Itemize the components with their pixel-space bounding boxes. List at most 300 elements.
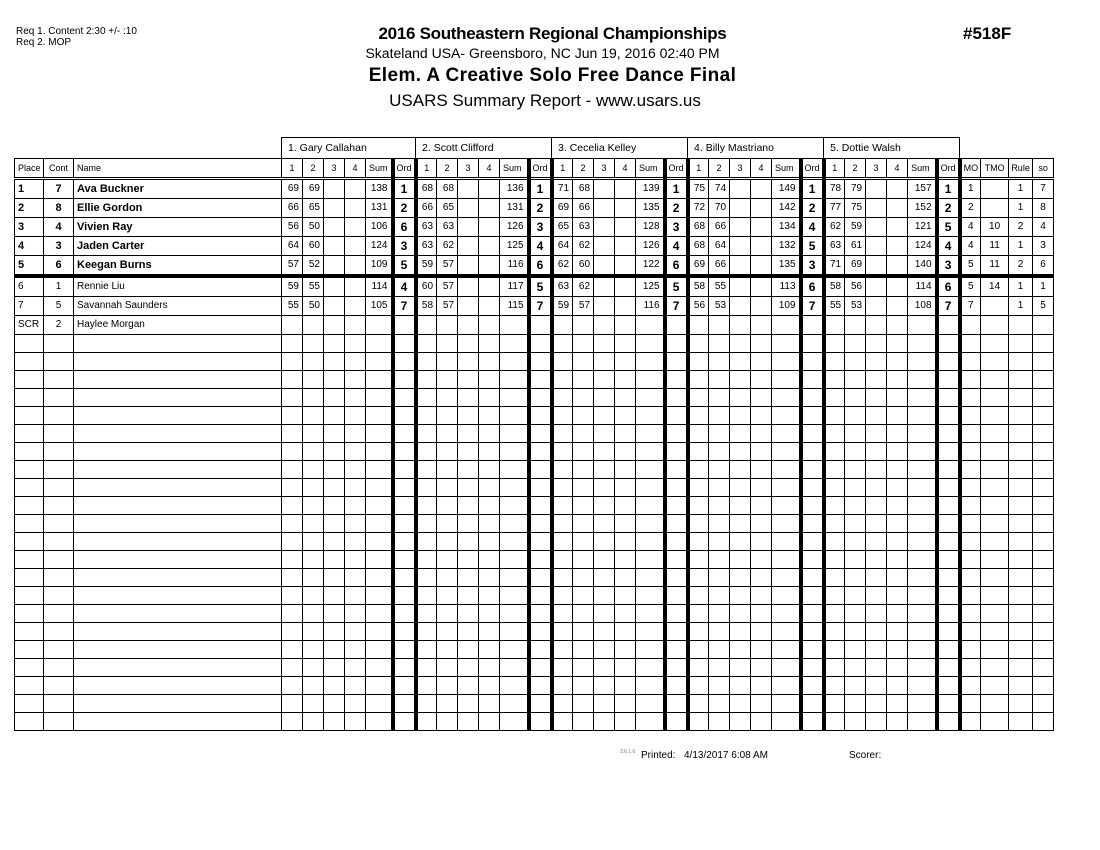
spacer [960,138,1054,159]
judge-score-cell [887,218,908,237]
empty-cell [366,353,393,371]
empty-cell [303,605,324,623]
empty-cell [393,677,416,695]
cont-cell: 4 [44,218,74,237]
empty-cell [730,713,751,731]
empty-cell [665,605,688,623]
empty-cell [594,515,615,533]
empty-cell [688,515,709,533]
empty-cell [751,533,772,551]
empty-cell [479,659,500,677]
empty-cell [887,407,908,425]
empty-row [15,515,1054,533]
empty-cell [479,335,500,353]
empty-cell [772,587,801,605]
empty-cell [74,623,282,641]
table-row [15,237,1054,256]
empty-cell [44,695,74,713]
so-cell: 7 [1033,179,1054,199]
place-header: Place [15,159,44,179]
judge-score-cell: 68 [437,179,458,199]
tmo-cell: 11 [981,237,1009,256]
empty-cell [1009,677,1033,695]
empty-cell [479,353,500,371]
place-cell: SCR [15,316,44,335]
judge-score-cell: 79 [845,179,866,199]
empty-cell [636,407,665,425]
table-row [15,179,1054,199]
requirement-2: Req 2. MOP [16,37,72,48]
empty-cell [688,425,709,443]
empty-cell [324,641,345,659]
empty-cell [751,515,772,533]
empty-cell [636,443,665,461]
empty-cell [1033,389,1054,407]
judge-4-col-header: 2 [709,159,730,179]
empty-cell [688,605,709,623]
empty-cell [324,389,345,407]
empty-cell [665,443,688,461]
judge-score-cell [324,237,345,256]
empty-cell [393,623,416,641]
judge-2-col-header: Ord [529,159,552,179]
cont-cell: 3 [44,237,74,256]
version-label: 3.6.1.6 [620,749,636,755]
empty-cell [437,515,458,533]
judge-score-cell: 60 [303,237,324,256]
empty-cell [324,479,345,497]
judge-score-cell: 106 [366,218,393,237]
empty-cell [44,515,74,533]
empty-cell [437,461,458,479]
empty-cell [282,497,303,515]
empty-cell [772,551,801,569]
judge-score-cell: 142 [772,199,801,218]
judge-score-cell: 59 [552,297,573,316]
empty-cell [824,641,845,659]
empty-cell [730,443,751,461]
empty-cell [981,515,1009,533]
empty-cell [981,677,1009,695]
empty-cell [688,389,709,407]
judge-score-cell [479,179,500,199]
empty-cell [15,569,44,587]
empty-cell [730,353,751,371]
judge-score-cell: 65 [552,218,573,237]
empty-cell [1009,659,1033,677]
empty-row [15,353,1054,371]
empty-cell [345,515,366,533]
empty-row [15,425,1054,443]
empty-cell [44,461,74,479]
empty-cell [393,515,416,533]
empty-cell [303,515,324,533]
judge-score-cell [751,199,772,218]
empty-cell [437,443,458,461]
empty-cell [74,587,282,605]
empty-cell [393,551,416,569]
empty-cell [282,425,303,443]
empty-cell [730,479,751,497]
empty-cell [908,425,937,443]
empty-cell [324,677,345,695]
judge-4-col-header: Ord [801,159,824,179]
empty-cell [458,389,479,407]
empty-cell [44,713,74,731]
empty-cell [416,515,437,533]
empty-cell [15,461,44,479]
empty-cell [479,389,500,407]
empty-cell [500,713,529,731]
empty-cell [345,335,366,353]
judge-score-cell [324,199,345,218]
empty-cell [824,569,845,587]
empty-row [15,695,1054,713]
empty-cell [1009,587,1033,605]
empty-cell [824,497,845,515]
empty-cell [751,407,772,425]
empty-cell [437,623,458,641]
empty-cell [44,389,74,407]
empty-cell [688,479,709,497]
judge-ordinal-cell: 4 [529,237,552,256]
empty-cell [282,353,303,371]
empty-cell [981,695,1009,713]
empty-cell [594,533,615,551]
judge-3-name: 3. Cecelia Kelley [552,138,688,159]
empty-cell [1033,695,1054,713]
empty-cell [594,623,615,641]
empty-cell [615,371,636,389]
empty-cell [709,533,730,551]
empty-row [15,461,1054,479]
judge-2-col-header: 2 [437,159,458,179]
empty-cell [824,533,845,551]
judge-score-cell: 63 [416,237,437,256]
empty-cell [636,623,665,641]
empty-cell [845,623,866,641]
empty-cell [824,623,845,641]
printed-value: 4/13/2017 6:08 AM [684,750,768,761]
empty-cell [801,371,824,389]
empty-row [15,587,1054,605]
empty-cell [937,371,960,389]
empty-cell [937,335,960,353]
empty-cell [366,461,393,479]
empty-cell [845,353,866,371]
judge-score-cell [866,237,887,256]
tmo-cell: 10 [981,218,1009,237]
empty-cell [15,353,44,371]
judge-ordinal-cell: 5 [529,276,552,297]
judge-score-cell: 138 [366,179,393,199]
judge-score-cell: 71 [824,256,845,277]
empty-cell [573,335,594,353]
empty-cell [44,677,74,695]
judge-2-name: 2. Scott Clifford [416,138,552,159]
empty-cell [416,605,437,623]
table-row [15,199,1054,218]
empty-cell [282,515,303,533]
empty-cell [730,533,751,551]
judge-score-cell [751,297,772,316]
empty-cell [416,713,437,731]
judge-score-cell [324,256,345,277]
empty-cell [688,371,709,389]
empty-cell [282,461,303,479]
empty-cell [416,659,437,677]
empty-cell [688,641,709,659]
empty-cell [1033,443,1054,461]
judge-score-cell: 56 [688,297,709,316]
empty-cell [866,461,887,479]
empty-cell [908,551,937,569]
empty-cell [393,605,416,623]
judge-score-cell: 53 [709,297,730,316]
empty-cell [730,425,751,443]
empty-cell [1033,569,1054,587]
empty-cell [981,425,1009,443]
empty-cell [15,389,44,407]
judge-score-cell: 60 [573,256,594,277]
judge-score-cell [594,316,615,335]
so-cell: 8 [1033,199,1054,218]
empty-cell [751,569,772,587]
rule-cell: 1 [1009,297,1033,316]
judge-score-cell [345,179,366,199]
judge-score-cell [594,179,615,199]
place-cell: 5 [15,256,44,277]
empty-cell [282,407,303,425]
empty-cell [845,425,866,443]
empty-cell [866,389,887,407]
empty-cell [416,569,437,587]
empty-cell [937,695,960,713]
rule-cell: 1 [1009,237,1033,256]
empty-cell [845,461,866,479]
empty-cell [479,533,500,551]
empty-cell [573,443,594,461]
empty-cell [44,551,74,569]
empty-cell [981,713,1009,731]
empty-cell [665,623,688,641]
judge-score-cell: 50 [303,297,324,316]
empty-cell [960,443,981,461]
empty-cell [393,389,416,407]
judge-score-cell [615,316,636,335]
empty-cell [636,659,665,677]
empty-cell [529,695,552,713]
rule-header: Rule [1009,159,1033,179]
empty-cell [688,677,709,695]
empty-cell [15,641,44,659]
empty-cell [416,695,437,713]
empty-cell [345,533,366,551]
empty-cell [908,443,937,461]
empty-cell [665,461,688,479]
empty-cell [636,569,665,587]
empty-cell [636,389,665,407]
empty-cell [393,335,416,353]
judge-score-cell [345,276,366,297]
empty-cell [74,641,282,659]
empty-cell [665,515,688,533]
judge-score-cell [730,276,751,297]
empty-cell [937,623,960,641]
empty-cell [730,677,751,695]
empty-cell [824,587,845,605]
empty-cell [665,659,688,677]
empty-cell [636,335,665,353]
empty-cell [44,425,74,443]
judge-ordinal-cell: 3 [665,218,688,237]
judge-score-cell: 135 [772,256,801,277]
tmo-cell [981,179,1009,199]
empty-cell [458,695,479,713]
empty-cell [74,515,282,533]
empty-cell [366,425,393,443]
empty-cell [1009,353,1033,371]
empty-cell [908,497,937,515]
empty-cell [824,659,845,677]
empty-cell [772,407,801,425]
empty-cell [573,713,594,731]
empty-cell [303,551,324,569]
empty-cell [665,677,688,695]
empty-cell [479,551,500,569]
judge-ordinal-cell: 1 [937,179,960,199]
empty-cell [751,425,772,443]
empty-cell [730,335,751,353]
judge-score-cell: 125 [500,237,529,256]
empty-cell [437,407,458,425]
empty-cell [960,677,981,695]
empty-cell [416,443,437,461]
empty-cell [801,605,824,623]
judge-score-cell: 126 [636,237,665,256]
empty-cell [824,425,845,443]
empty-cell [688,551,709,569]
empty-cell [688,695,709,713]
empty-cell [15,677,44,695]
judge-score-cell: 131 [366,199,393,218]
empty-cell [937,443,960,461]
empty-cell [573,623,594,641]
empty-cell [416,677,437,695]
judge-ordinal-cell: 5 [393,256,416,277]
empty-cell [845,515,866,533]
judge-score-cell: 68 [688,218,709,237]
empty-row [15,479,1054,497]
place-cell: 2 [15,199,44,218]
judge-score-cell: 114 [366,276,393,297]
empty-cell [573,425,594,443]
tmo-header: TMO [981,159,1009,179]
judge-score-cell: 109 [772,297,801,316]
judge-score-cell [594,276,615,297]
judge-score-cell: 55 [709,276,730,297]
empty-cell [458,569,479,587]
empty-cell [15,713,44,731]
empty-cell [552,497,573,515]
empty-cell [665,569,688,587]
empty-cell [1033,659,1054,677]
empty-cell [772,461,801,479]
empty-cell [730,605,751,623]
empty-cell [303,371,324,389]
empty-cell [303,695,324,713]
empty-cell [665,713,688,731]
empty-row [15,335,1054,353]
judge-1-col-header: Ord [393,159,416,179]
empty-cell [751,659,772,677]
empty-cell [529,623,552,641]
empty-cell [393,425,416,443]
judge-5-col-header: 3 [866,159,887,179]
empty-cell [393,641,416,659]
table-row [15,297,1054,316]
judge-score-cell [479,256,500,277]
judge-ordinal-cell: 3 [529,218,552,237]
empty-cell [416,407,437,425]
empty-cell [552,389,573,407]
empty-cell [437,713,458,731]
empty-row [15,551,1054,569]
tmo-cell [981,297,1009,316]
empty-cell [366,551,393,569]
empty-cell [15,425,44,443]
empty-cell [709,461,730,479]
empty-cell [458,515,479,533]
mo-cell: 4 [960,218,981,237]
judge-ordinal-cell: 4 [801,218,824,237]
rule-cell [1009,316,1033,335]
empty-cell [282,587,303,605]
judge-ordinal-cell [937,316,960,335]
empty-cell [937,533,960,551]
empty-cell [573,371,594,389]
empty-cell [960,533,981,551]
empty-cell [730,569,751,587]
empty-cell [1009,533,1033,551]
judge-ordinal-cell: 5 [665,276,688,297]
empty-cell [437,695,458,713]
judge-score-cell: 135 [636,199,665,218]
empty-cell [366,515,393,533]
empty-cell [937,713,960,731]
judge-score-cell [615,179,636,199]
judge-score-cell: 132 [772,237,801,256]
empty-cell [615,713,636,731]
judge-ordinal-cell: 5 [937,218,960,237]
place-cell: 6 [15,276,44,297]
empty-cell [303,497,324,515]
empty-cell [479,569,500,587]
judge-score-cell: 149 [772,179,801,199]
empty-cell [1033,623,1054,641]
empty-cell [824,695,845,713]
empty-cell [529,659,552,677]
empty-cell [1009,371,1033,389]
empty-cell [688,587,709,605]
empty-cell [594,335,615,353]
empty-cell [709,659,730,677]
empty-cell [772,425,801,443]
judge-score-cell: 59 [282,276,303,297]
empty-cell [908,353,937,371]
empty-cell [772,677,801,695]
empty-cell [824,443,845,461]
